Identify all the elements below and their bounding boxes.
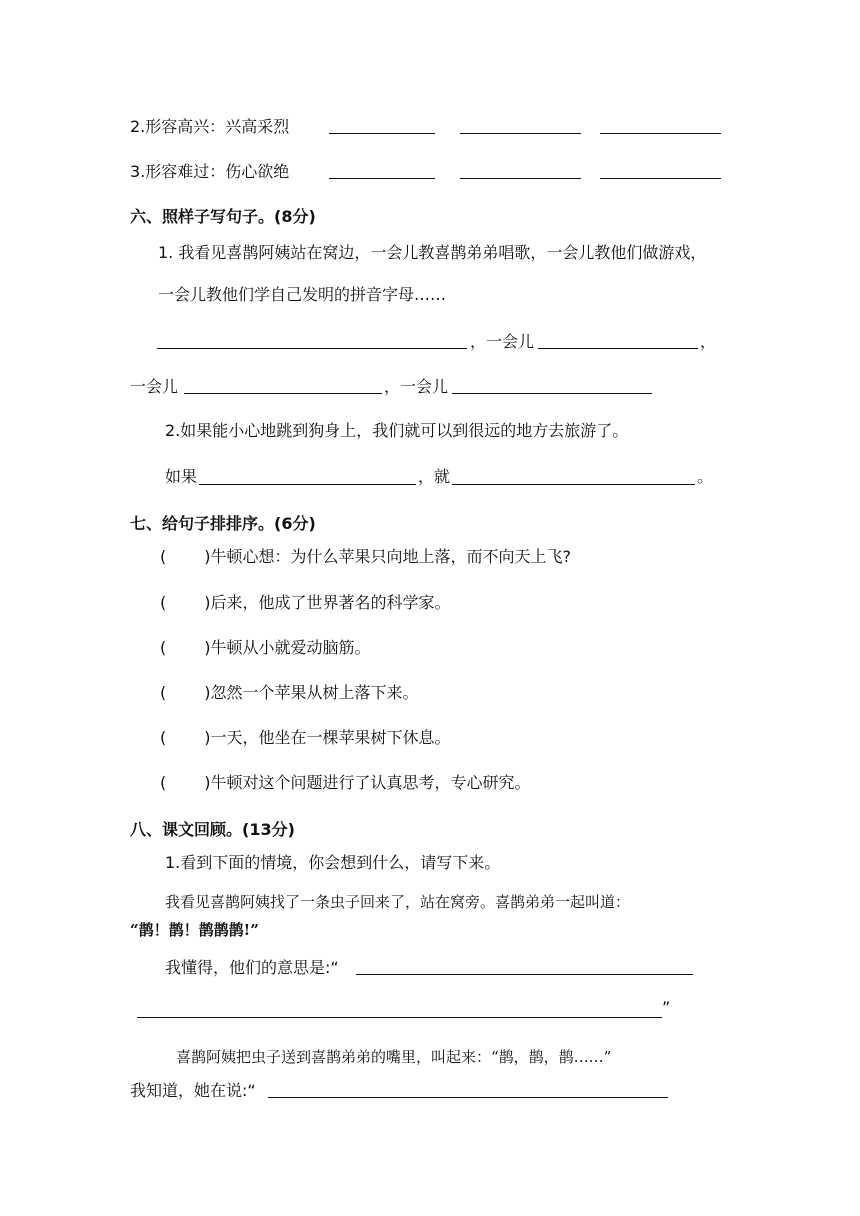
sentence-2-jiu: ，就 <box>418 467 451 486</box>
idiom-2-blank-1[interactable] <box>329 133 435 134</box>
order-bracket[interactable]: ( ) <box>160 773 211 792</box>
order-item-text: 后来，他成了世界著名的科学家。 <box>210 593 451 612</box>
example-1-line-2: 一会儿教他们学自己发明的拼音字母…… <box>158 285 447 304</box>
idiom-item-2-label: 2.形容高兴：兴高采烈 <box>130 117 290 136</box>
idiom-3-blank-2[interactable] <box>460 178 581 179</box>
answer-1-prefix: 我懂得，他们的意思是:“ <box>165 958 339 977</box>
order-item-text: 忽然一个苹果从树上落下来。 <box>210 683 419 702</box>
order-item <box>160 683 419 703</box>
section-8-title: 八、课文回顾。(13分) <box>130 820 295 839</box>
order-bracket[interactable]: ( ) <box>160 593 211 612</box>
sentence-1-blank-3[interactable] <box>184 393 382 394</box>
sentence-2-blank-1[interactable] <box>199 484 416 485</box>
order-bracket[interactable]: ( ) <box>160 638 211 657</box>
order-item <box>160 547 571 567</box>
sentence-1-connector-2: 一会儿 <box>130 377 179 396</box>
sentence-2-period: 。 <box>697 467 714 486</box>
section-7-title: 七、给句子排排序。(6分) <box>130 514 316 533</box>
sentence-1-blank-4[interactable] <box>452 393 652 394</box>
sentence-1-blank-2[interactable] <box>538 348 698 349</box>
idiom-2-blank-2[interactable] <box>460 133 581 134</box>
sentence-2-blank-2[interactable] <box>452 484 695 485</box>
sentence-2-ruguo: 如果 <box>165 467 198 486</box>
order-bracket[interactable]: ( ) <box>160 728 211 747</box>
sentence-1-connector-3: ，一会儿 <box>384 377 449 396</box>
order-item <box>160 638 371 658</box>
order-bracket[interactable]: ( ) <box>160 683 211 702</box>
example-2: 2.如果能小心地跳到狗身上，我们就可以到很远的地方去旅游了。 <box>165 421 629 440</box>
order-item-text: 一天，他坐在一棵苹果树下休息。 <box>210 728 451 747</box>
idiom-item-2 <box>130 117 289 137</box>
idiom-item-3-label: 3.形容难过：伤心欲绝 <box>130 162 290 181</box>
answer-1-blank-1[interactable] <box>356 974 693 975</box>
idiom-3-blank-1[interactable] <box>329 178 435 179</box>
idiom-2-blank-3[interactable] <box>600 133 721 134</box>
order-item-text: 牛顿心想：为什么苹果只向地上落，而不向天上飞? <box>210 547 571 566</box>
order-bracket[interactable]: ( ) <box>160 547 211 566</box>
passage-1-line-1: 我看见喜鹊阿姨找了一条虫子回来了，站在窝旁。喜鹊弟弟一起叫道： <box>165 893 631 911</box>
order-item-text: 牛顿从小就爱动脑筋。 <box>210 638 371 657</box>
answer-1-close-quote: ” <box>662 998 671 1017</box>
sentence-1-blank-1[interactable] <box>157 348 467 349</box>
idiom-item-3 <box>130 162 289 182</box>
answer-1-blank-2[interactable] <box>137 1017 662 1018</box>
passage-1-line-2: “鹊！鹊！鹊鹊鹊!” <box>130 921 259 939</box>
example-1-line-1: 1. 我看见喜鹊阿姨站在窝边，一会儿教喜鹊弟弟唱歌，一会儿教他们做游戏， <box>158 243 707 262</box>
order-item <box>160 593 451 613</box>
order-item <box>160 728 451 748</box>
order-item <box>160 773 531 793</box>
section-6-title: 六、照样子写句子。(8分) <box>130 207 316 226</box>
answer-2-prefix: 我知道，她在说:“ <box>130 1081 256 1100</box>
passage-2: 喜鹊阿姨把虫子送到喜鹊弟弟的嘴里，叫起来：“鹊，鹊，鹊……” <box>176 1048 612 1066</box>
question-1: 1.看到下面的情境，你会想到什么，请写下来。 <box>165 853 501 872</box>
sentence-1-connector-1: ，一会儿 <box>470 332 535 351</box>
idiom-3-blank-3[interactable] <box>600 178 721 179</box>
sentence-1-comma: ， <box>700 332 717 351</box>
order-item-text: 牛顿对这个问题进行了认真思考，专心研究。 <box>210 773 531 792</box>
answer-2-blank[interactable] <box>268 1097 668 1098</box>
